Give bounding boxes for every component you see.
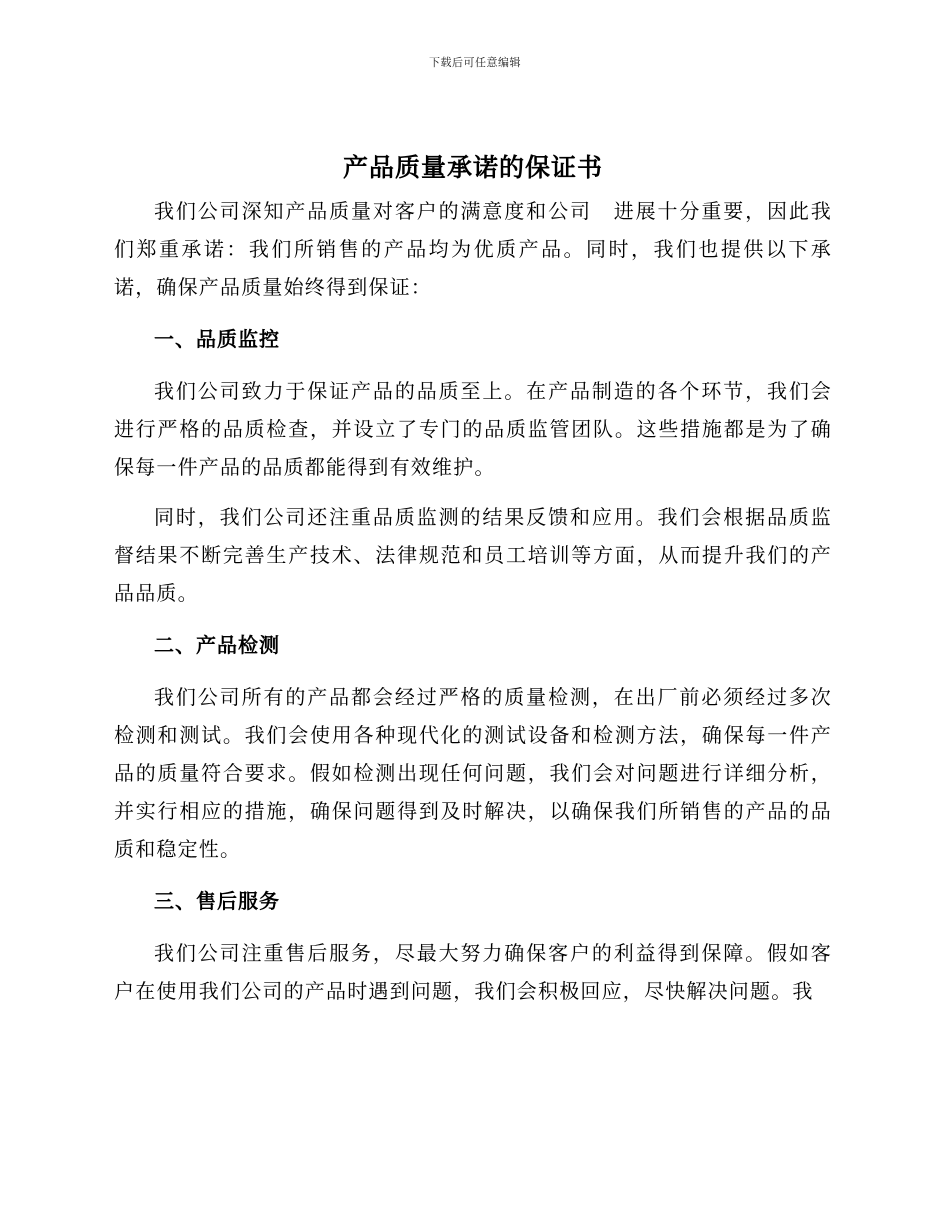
section-paragraph: 同时，我们公司还注重品质监测的结果反馈和应用。我们会根据品质监督结果不断完善生产技术、法律规范和员工培训等方面，从而提升我们的产品品质。	[114, 505, 832, 605]
section-product-testing	[114, 626, 832, 868]
section-heading: 三、售后服务	[154, 889, 280, 913]
section-paragraph: 我们公司所有的产品都会经过严格的质量检测，在出厂前必须经过多次检测和测试。我们会使用各种现代化的测试设备和检测方法，确保每一件产品的质量符合要求。假如检测出现任何问题，我们会对问题进行详细分析，并实行相应的措施，确保问题得到及时解决，以确保我们所销售的产品的品质和稳定性。	[114, 685, 832, 861]
document-title: 产品质量承诺的保证书	[342, 153, 603, 182]
intro-paragraph: 我们公司深知产品质量对客户的满意度和公司 进展十分重要，因此我们郑重承诺：我们所销售的产品均为优质产品。同时，我们也提供以下承诺，确保产品质量始终得到保证：	[114, 199, 832, 299]
section-paragraph: 我们公司致力于保证产品的品质至上。在产品制造的各个环节，我们会进行严格的品质检查，并设立了专门的品质监管团队。这些措施都是为了确保每一件产品的品质都能得到有效维护。	[114, 379, 832, 479]
section-heading: 一、品质监控	[154, 327, 280, 351]
header-note: 下载后可任意编辑	[429, 56, 521, 69]
section-quality-monitoring	[114, 320, 832, 612]
document-body	[114, 148, 832, 1010]
section-paragraph: 我们公司注重售后服务，尽最大努力确保客户的利益得到保障。假如客户在使用我们公司的产品时遇到问题，我们会积极回应，尽快解决问题。我	[114, 941, 832, 1003]
section-after-sales	[114, 882, 832, 1010]
section-heading: 二、产品检测	[154, 633, 280, 657]
